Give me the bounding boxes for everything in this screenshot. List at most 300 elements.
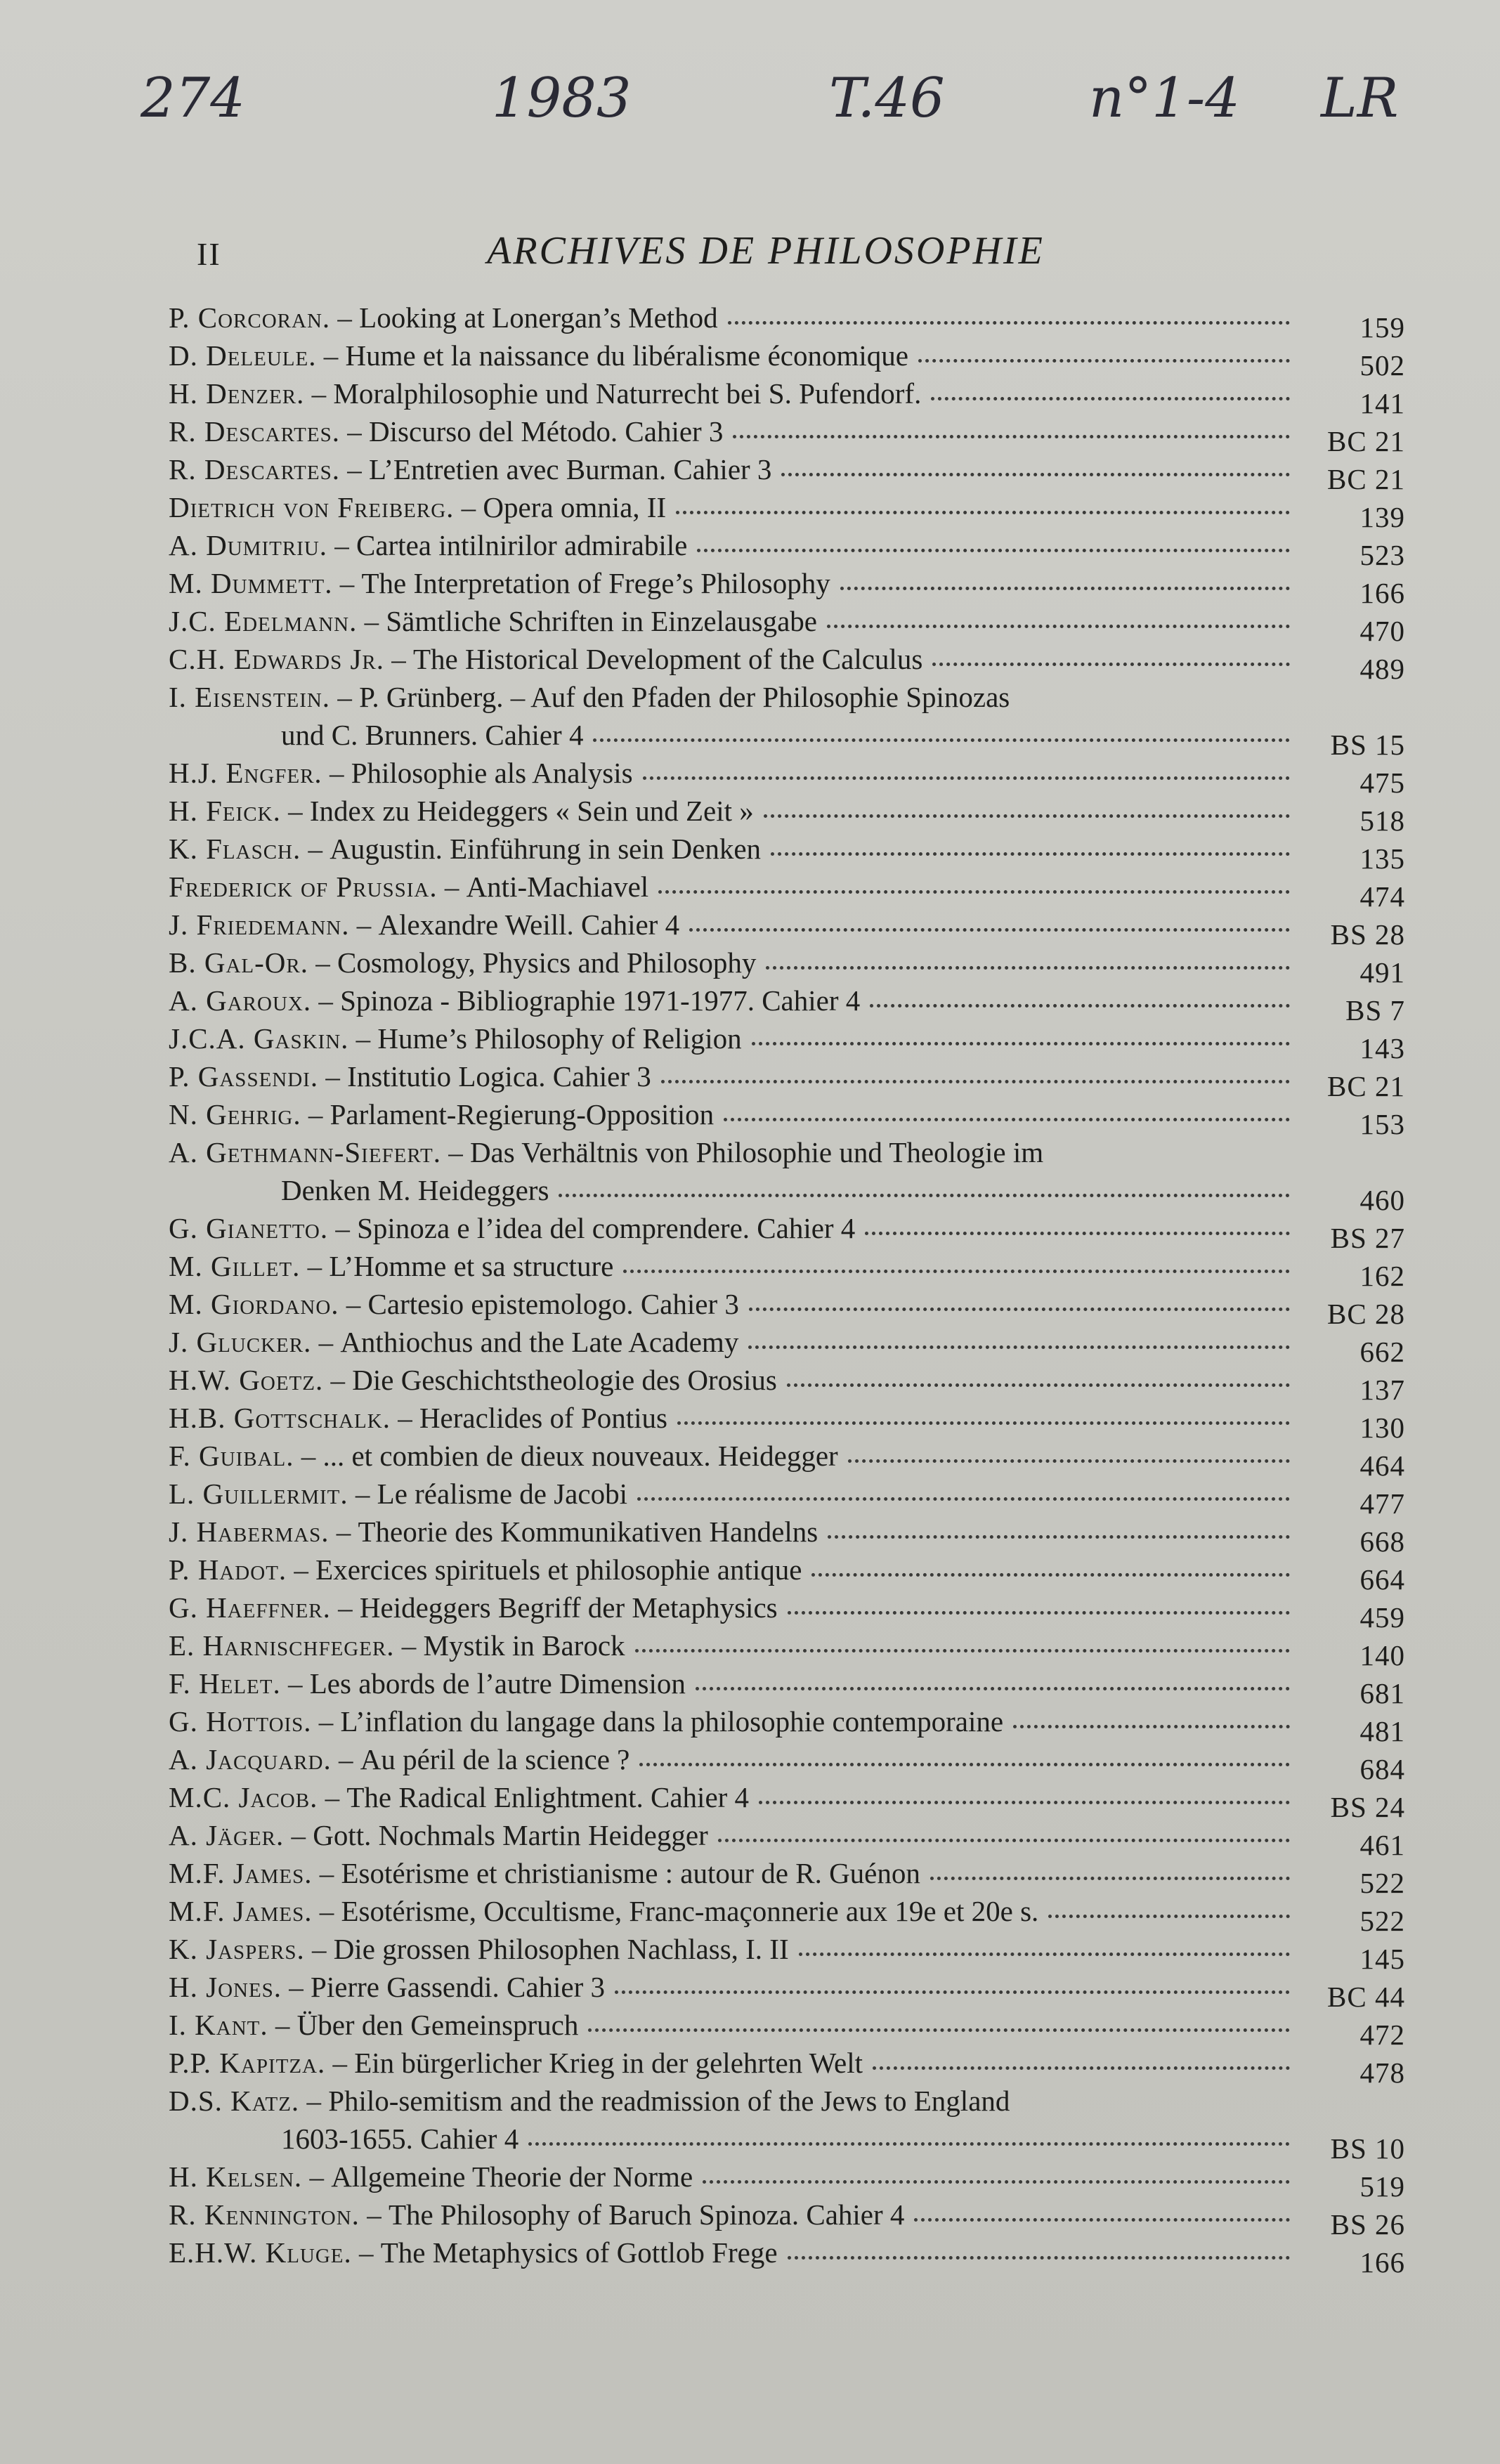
entry-page-ref: BC 21 [1327, 425, 1405, 457]
handwritten-initials: LR [1321, 67, 1399, 130]
entry-title: Die Geschichtstheologie des Orosius [352, 1364, 777, 1396]
index-entry [169, 1475, 1405, 1520]
index-entry [169, 1892, 1405, 1937]
entry-title-continuation: und C. Brunners. Cahier 4 [281, 719, 584, 751]
entry-page-ref: 166 [1359, 2246, 1405, 2279]
dot-leader [827, 616, 1290, 628]
index-entry [169, 1323, 1405, 1368]
index-entry [169, 564, 1405, 609]
entry-title: Exercices spirituels et philosophie antique [315, 1553, 802, 1586]
index-entry [169, 944, 1405, 989]
entry-dash: – [282, 1971, 311, 2003]
dot-leader [771, 844, 1290, 856]
entry-title: Ein bürgerlicher Krieg in der gelehrten Welt [354, 2047, 863, 2079]
entry-dash: – [340, 415, 369, 448]
entry-title: Über den Gemeinspruch [296, 2009, 579, 2041]
entry-page-ref: 475 [1359, 767, 1405, 799]
entry-author: J.C. Edelmann. [169, 605, 358, 637]
entry-title-continuation: Denken M. Heideggers [281, 1174, 549, 1206]
entry-dash: – [330, 1591, 360, 1624]
index-entry [169, 1551, 1405, 1596]
entry-dash: – [394, 1629, 424, 1662]
index-entry-line [169, 1475, 1405, 1520]
index-entry [169, 412, 1405, 457]
entry-title: The Philosophy of Baruch Spinoza. Cahier 4 [388, 2198, 905, 2231]
dot-leader [788, 2248, 1290, 2260]
entry-author: H.J. Engfer. [169, 757, 322, 789]
dot-leader [623, 1261, 1290, 1273]
entry-author: C.H. Edwards Jr. [169, 643, 385, 675]
entry-title: L’Entretien avec Burman. Cahier 3 [369, 453, 772, 485]
entry-author: A. Garoux. [169, 984, 312, 1017]
entry-title: Anthiochus and the Late Academy [340, 1326, 739, 1358]
entry-dash: – [384, 643, 414, 675]
entry-title: Institutio Logica. Cahier 3 [347, 1060, 651, 1093]
entry-author: H. Feick. [169, 795, 281, 827]
index-entry [169, 868, 1405, 913]
entry-page-ref: 664 [1359, 1563, 1405, 1596]
entry-page-ref: 459 [1359, 1601, 1405, 1634]
entry-author: E. Harnischfeger. [169, 1629, 395, 1662]
index-entry-line [169, 526, 1405, 571]
index-entry [169, 678, 1405, 761]
index-entry [169, 1513, 1405, 1558]
dot-leader [528, 2134, 1290, 2146]
entry-author: B. Gal-Or. [169, 946, 308, 979]
dot-leader [788, 1603, 1290, 1615]
dot-leader [764, 806, 1290, 818]
dot-leader [559, 1185, 1290, 1197]
index-entry-line [169, 1664, 1405, 1709]
index-entry [169, 1399, 1405, 1444]
index-entry-line [169, 1133, 1405, 1171]
index-entry [169, 1816, 1405, 1861]
dot-leader [676, 502, 1290, 514]
entry-title: Alexandre Weill. Cahier 4 [378, 908, 680, 941]
entry-title: Hume et la naissance du libéralisme économique [345, 339, 908, 372]
index-entry-line [169, 1589, 1405, 1634]
entry-dash: – [299, 2085, 329, 2117]
entry-page-ref: 662 [1359, 1336, 1405, 1368]
index-entry-line [169, 678, 1405, 716]
index-entry-line [169, 450, 1405, 495]
entry-page-ref: 460 [1359, 1184, 1405, 1216]
entry-title: Augustin. Einführung in sein Denken [330, 833, 762, 865]
index-entry [169, 830, 1405, 875]
index-list [169, 299, 1405, 2279]
dot-leader [848, 1451, 1290, 1463]
index-entry-line [169, 2234, 1405, 2279]
entry-page-ref: 153 [1359, 1108, 1405, 1140]
index-entry [169, 2158, 1405, 2203]
entry-page-ref: 472 [1359, 2019, 1405, 2051]
entry-dash: – [325, 2047, 355, 2079]
entry-author: J. Friedemann. [169, 908, 350, 941]
index-entry [169, 450, 1405, 495]
entry-dash: – [301, 833, 330, 865]
entry-page-ref: 143 [1359, 1032, 1405, 1064]
entry-page-ref: BC 21 [1327, 1070, 1405, 1102]
entry-author: H. Kelsen. [169, 2160, 303, 2193]
entry-page-ref: 522 [1359, 1867, 1405, 1899]
dot-leader [728, 313, 1290, 325]
dot-leader [697, 540, 1290, 552]
index-entry-line [169, 1209, 1405, 1254]
dot-leader [749, 1299, 1290, 1311]
index-entry-line [169, 1627, 1405, 1671]
entry-dash: – [359, 2198, 389, 2231]
index-entry [169, 1589, 1405, 1634]
entry-page-ref: 519 [1359, 2170, 1405, 2203]
index-entry [169, 1361, 1405, 1406]
dot-leader [677, 1413, 1290, 1425]
entry-author: M. Giordano. [169, 1288, 339, 1320]
entry-title: Heraclides of Pontius [419, 1402, 667, 1434]
index-entry [169, 1437, 1405, 1482]
entry-author: J. Glucker. [169, 1326, 312, 1358]
entry-author: M. Dummett. [169, 567, 333, 599]
entry-author: P. Gassendi. [169, 1060, 319, 1093]
dot-leader [865, 1223, 1290, 1235]
entry-page-ref: 464 [1359, 1449, 1405, 1482]
dot-leader [781, 464, 1290, 476]
entry-dash: – [312, 1857, 341, 1889]
entry-author: H.W. Goetz. [169, 1364, 324, 1396]
entry-dash: – [287, 1553, 316, 1586]
index-entry-line [169, 830, 1405, 875]
index-entry [169, 299, 1405, 344]
entry-dash: – [329, 1515, 358, 1548]
dot-leader [703, 2172, 1290, 2184]
entry-page-ref: 681 [1359, 1677, 1405, 1709]
entry-page-ref: 518 [1359, 804, 1405, 837]
handwritten-year: 1983 [492, 67, 632, 130]
entry-dash: – [437, 871, 467, 903]
entry-dash: – [340, 453, 369, 485]
entry-page-ref: BS 28 [1330, 918, 1405, 951]
entry-dash: – [331, 1743, 360, 1775]
index-entry-line [169, 1854, 1405, 1899]
index-entry-line [169, 299, 1405, 344]
index-entry-line [169, 602, 1405, 647]
entry-dash: – [304, 377, 334, 410]
index-entry [169, 1702, 1405, 1747]
entry-author: K. Flasch. [169, 833, 301, 865]
entry-page-ref: 461 [1359, 1829, 1405, 1861]
dot-leader [733, 426, 1290, 438]
entry-dash: – [304, 1933, 334, 1965]
entry-author: G. Hottois. [169, 1705, 312, 1738]
index-entry [169, 1778, 1405, 1823]
entry-title: Discurso del Método. Cahier 3 [369, 415, 724, 448]
entry-page-ref: BS 27 [1330, 1222, 1405, 1254]
index-entry [169, 602, 1405, 647]
page-folio: II [197, 236, 221, 272]
dot-leader [918, 351, 1290, 363]
dot-leader [635, 1641, 1290, 1653]
entry-page-ref: 523 [1359, 539, 1405, 571]
index-entry [169, 1133, 1405, 1216]
entry-page-ref: 477 [1359, 1487, 1405, 1520]
dot-leader [724, 1109, 1290, 1121]
entry-title: Le réalisme de Jacobi [377, 1478, 627, 1510]
entry-author: P. Hadot. [169, 1553, 287, 1586]
index-entry [169, 1095, 1405, 1140]
entry-page-ref: BC 21 [1327, 463, 1405, 495]
entry-author: D.S. Katz. [169, 2085, 300, 2117]
entry-title: The Radical Enlightment. Cahier 4 [346, 1781, 750, 1813]
index-entry [169, 526, 1405, 571]
index-entry [169, 906, 1405, 951]
index-entry [169, 1854, 1405, 1899]
index-entry-continuation [169, 2120, 1405, 2165]
index-entry-line [169, 1095, 1405, 1140]
dot-leader [588, 2020, 1290, 2032]
entry-dash: – [308, 946, 337, 979]
entry-title: Opera omnia, II [483, 491, 667, 523]
dot-leader [1013, 1716, 1290, 1728]
entry-title: Spinoza e l’idea del comprendere. Cahier 4 [357, 1212, 856, 1244]
entry-dash: – [328, 1212, 358, 1244]
entry-page-ref: 491 [1359, 956, 1405, 989]
index-entry [169, 1627, 1405, 1671]
dot-leader [932, 654, 1290, 666]
index-entry [169, 1285, 1405, 1330]
entry-page-ref: BS 15 [1330, 729, 1405, 761]
entry-title: Cartea intilnirilor admirabile [356, 529, 688, 561]
entry-title: Parlament-Regierung-Opposition [330, 1098, 715, 1130]
entry-author: Frederick of Prussia. [169, 871, 438, 903]
entry-page-ref: 135 [1359, 842, 1405, 875]
index-entry-line [169, 2044, 1405, 2089]
index-entry-line [169, 488, 1405, 533]
entry-author: H.B. Gottschalk. [169, 1402, 391, 1434]
index-entry [169, 1247, 1405, 1292]
index-entry-line [169, 564, 1405, 609]
index-entry-line [169, 1437, 1405, 1482]
index-entry-line [169, 337, 1405, 382]
entry-title: Philosophie als Analysis [351, 757, 633, 789]
entry-author: G. Gianetto. [169, 1212, 329, 1244]
index-entry [169, 982, 1405, 1026]
entry-author: A. Jäger. [169, 1819, 285, 1851]
entry-title: Pierre Gassendi. Cahier 3 [311, 1971, 606, 2003]
dot-leader [914, 2210, 1290, 2222]
entry-dash: – [330, 301, 360, 334]
index-entry-line [169, 2082, 1405, 2120]
index-entry [169, 337, 1405, 382]
entry-author: M.F. James. [169, 1857, 313, 1889]
dot-leader [870, 996, 1290, 1008]
index-entry-line [169, 944, 1405, 989]
entry-title: Esotérisme et christianisme : autour de R. Guénon [341, 1857, 920, 1889]
entry-title: The Interpretation of Frege’s Philosophy [361, 567, 830, 599]
dot-leader [752, 1034, 1290, 1045]
dot-leader [593, 730, 1290, 742]
entry-title: Index zu Heideggers « Sein und Zeit » [309, 795, 754, 827]
entry-title: Moralphilosophie und Naturrecht bei S. Pufendorf. [333, 377, 922, 410]
entry-title: Looking at Lonergan’s Method [359, 301, 718, 334]
dot-leader [931, 389, 1290, 400]
entry-dash: – [311, 1326, 341, 1358]
dot-leader [873, 2058, 1290, 2070]
entry-page-ref: BS 7 [1345, 994, 1405, 1026]
entry-page-ref: 140 [1359, 1639, 1405, 1671]
entry-dash: – [318, 1781, 347, 1813]
index-entry-continuation [169, 1171, 1405, 1216]
entry-page-ref: BC 28 [1327, 1298, 1405, 1330]
index-entry-line [169, 1019, 1405, 1064]
index-entry [169, 374, 1405, 419]
entry-page-ref: 141 [1359, 387, 1405, 419]
entry-dash: – [294, 1440, 323, 1472]
entry-dash: – [312, 1895, 341, 1927]
index-entry [169, 2006, 1405, 2051]
entry-page-ref: 668 [1359, 1525, 1405, 1558]
index-entry-line [169, 1323, 1405, 1368]
index-entry-line [169, 1930, 1405, 1975]
entry-title: Les abords de l’autre Dimension [309, 1667, 686, 1700]
entry-title: Mystik in Barock [423, 1629, 625, 1662]
dot-leader [615, 1982, 1290, 1994]
entry-author: H. Jones. [169, 1971, 282, 2003]
entry-dash: – [300, 1250, 330, 1282]
index-entry-line [169, 412, 1405, 457]
dot-leader [696, 1678, 1290, 1690]
dot-leader [718, 1830, 1290, 1842]
index-entry-line [169, 906, 1405, 951]
entry-author: M.C. Jacob. [169, 1781, 318, 1813]
entry-page-ref: 159 [1359, 311, 1405, 344]
dot-leader [658, 882, 1290, 894]
entry-page-ref: 474 [1359, 880, 1405, 913]
entry-page-ref: 481 [1359, 1715, 1405, 1747]
entry-author: F. Helet. [169, 1667, 281, 1700]
entry-title: Au péril de la science ? [360, 1743, 630, 1775]
entry-dash: – [284, 1819, 313, 1851]
entry-title: Theorie des Kommunikativen Handelns [358, 1515, 819, 1548]
entry-dash: – [311, 984, 341, 1017]
index-entry-line [169, 640, 1405, 685]
index-entry-line [169, 982, 1405, 1026]
entry-author: N. Gehrig. [169, 1098, 301, 1130]
entry-author: H. Denzer. [169, 377, 305, 410]
entry-author: P.P. Kapitza. [169, 2047, 326, 2079]
entry-dash: – [280, 795, 310, 827]
index-entry-line [169, 1551, 1405, 1596]
index-entry [169, 1968, 1405, 2013]
entry-author: Dietrich von Freiberg. [169, 491, 455, 523]
entry-page-ref: 137 [1359, 1374, 1405, 1406]
entry-author: I. Eisenstein. [169, 681, 331, 713]
entry-page-ref: 145 [1359, 1943, 1405, 1975]
entry-author: M.F. James. [169, 1895, 313, 1927]
entry-dash: – [280, 1667, 310, 1700]
entry-dash: – [316, 339, 346, 372]
entry-author: K. Jaspers. [169, 1933, 305, 1965]
entry-title: L’Homme et sa structure [329, 1250, 614, 1282]
index-entry-line [169, 1816, 1405, 1861]
entry-author: J.C.A. Gaskin. [169, 1022, 349, 1055]
dot-leader [759, 1792, 1290, 1804]
index-entry-line [169, 1892, 1405, 1937]
entry-page-ref: 162 [1359, 1260, 1405, 1292]
entry-page-ref: 139 [1359, 501, 1405, 533]
index-entry-line [169, 792, 1405, 837]
index-entry-line [169, 1399, 1405, 1444]
entry-page-ref: 684 [1359, 1753, 1405, 1785]
entry-title: P. Grünberg. – Auf den Pfaden der Philosophie Spinozas [359, 681, 1010, 713]
entry-author: R. Kennington. [169, 2198, 360, 2231]
dot-leader [637, 1489, 1290, 1501]
entry-dash: – [390, 1402, 419, 1434]
entry-page-ref: 502 [1359, 349, 1405, 382]
index-entry-line [169, 2006, 1405, 2051]
index-entry [169, 754, 1405, 799]
entry-title: Allgemeine Theorie der Norme [331, 2160, 693, 2193]
entry-page-ref: BC 44 [1327, 1981, 1405, 2013]
entry-page-ref: BS 26 [1330, 2208, 1405, 2241]
index-entry-line [169, 1285, 1405, 1330]
index-entry-line [169, 2158, 1405, 2203]
index-entry-line [169, 1778, 1405, 1823]
dot-leader [643, 768, 1290, 780]
entry-title: Cartesio epistemologo. Cahier 3 [367, 1288, 739, 1320]
index-entry-line [169, 868, 1405, 913]
handwritten-number: 274 [141, 67, 245, 130]
entry-author: M. Gillet. [169, 1250, 301, 1282]
entry-dash: – [318, 1060, 348, 1093]
index-entry [169, 1740, 1405, 1785]
dot-leader [811, 1565, 1290, 1577]
index-entry [169, 1057, 1405, 1102]
index-entry [169, 1664, 1405, 1709]
dot-leader [766, 958, 1290, 970]
dot-leader [1048, 1906, 1290, 1918]
entry-dash: – [327, 529, 357, 561]
entry-title: The Metaphysics of Gottlob Frege [380, 2236, 778, 2269]
entry-dash: – [302, 2160, 332, 2193]
index-entry-continuation [169, 716, 1405, 761]
entry-title: Anti-Machiavel [466, 871, 649, 903]
entry-dash: – [351, 2236, 381, 2269]
index-entry-line [169, 2196, 1405, 2241]
entry-author: P. Corcoran. [169, 301, 331, 334]
entry-author: L. Guillermit. [169, 1478, 348, 1510]
entry-page-ref: 130 [1359, 1412, 1405, 1444]
index-entry-line [169, 1361, 1405, 1406]
entry-page-ref: 166 [1359, 577, 1405, 609]
index-entry [169, 2196, 1405, 2241]
index-entry [169, 1930, 1405, 1975]
entry-dash: – [357, 605, 386, 637]
entry-title: The Historical Development of the Calculus [413, 643, 923, 675]
entry-dash: – [332, 567, 362, 599]
entry-dash: – [339, 1288, 368, 1320]
dot-leader [661, 1071, 1290, 1083]
entry-title: Philo-semitism and the readmission of the Jews to England [328, 2085, 1010, 2117]
index-entry-line [169, 1702, 1405, 1747]
handwritten-annotations [126, 67, 1419, 144]
entry-author: A. Jacquard. [169, 1743, 332, 1775]
entry-page-ref: BS 24 [1330, 1791, 1405, 1823]
entry-dash: – [349, 908, 379, 941]
entry-title: Cosmology, Physics and Philosophy [337, 946, 757, 979]
index-entry-line [169, 1740, 1405, 1785]
index-entry [169, 640, 1405, 685]
entry-title: Sämtliche Schriften in Einzelausgabe [386, 605, 818, 637]
entry-author: A. Dumitriu. [169, 529, 328, 561]
